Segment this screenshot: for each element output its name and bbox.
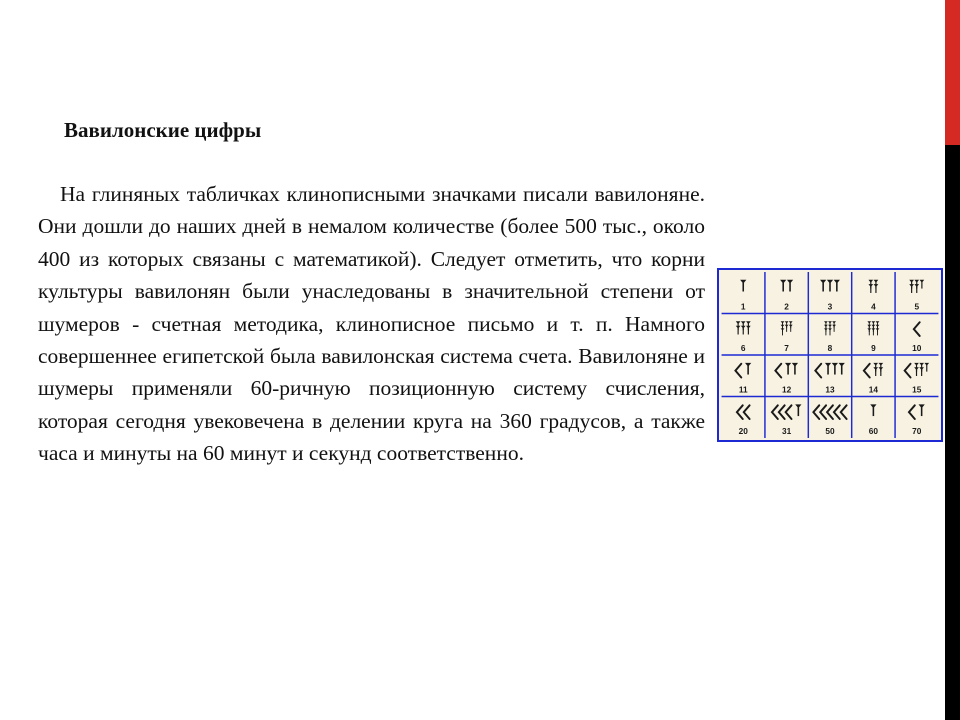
- numeral-label: 9: [871, 343, 876, 354]
- numeral-label: 50: [825, 426, 835, 437]
- ten-chevron: [834, 405, 840, 419]
- numeral-label: 13: [825, 384, 835, 395]
- ten-chevron: [737, 405, 743, 419]
- ten-chevron: [772, 405, 778, 419]
- ten-chevron: [905, 364, 911, 378]
- slide-paragraph: [38, 178, 705, 470]
- numeral-label: 15: [912, 384, 922, 395]
- ten-chevron: [841, 405, 847, 419]
- numerals-grid: [719, 270, 941, 440]
- numeral-label: 70: [912, 426, 922, 437]
- paragraph-text: На глиняных табличках клинописными значками писали вавилоняне. Они дошли до наших дней в немалом количестве (более 500 тыс., около 400 из которых связаны с математикой). Следует отметить, что корни культуры вавилонян были унаследованы в значительной степени от шумеров - счетная методика, клинописное письмо и т. п. Намного совершеннее египетской была вавилонская система счета. Вавилоняне и шумеры применяли 60-ричную позиционную систему счисления, которая сегодня увековечена в делении круга на 360 градусов, а также часа и минуты на 60 минут и секунд соответственно.: [38, 182, 705, 466]
- numeral-label: 5: [914, 301, 920, 312]
- ten-chevron: [735, 364, 741, 378]
- numeral-label: 60: [868, 426, 878, 437]
- babylonian-numerals-table: [717, 268, 943, 442]
- numeral-label: 11: [738, 384, 748, 395]
- ten-chevron: [864, 364, 870, 378]
- numeral-label: 8: [827, 343, 833, 354]
- ten-chevron: [786, 405, 792, 419]
- ten-chevron: [914, 322, 920, 336]
- numeral-label: 6: [740, 343, 746, 354]
- slide-title: Вавилонские цифры: [64, 118, 262, 142]
- ten-chevron: [744, 405, 750, 419]
- ten-chevron: [779, 405, 785, 419]
- numeral-label: 2: [784, 301, 789, 312]
- ten-chevron: [820, 405, 826, 419]
- ten-chevron: [775, 364, 781, 378]
- numeral-label: 12: [782, 384, 792, 395]
- numeral-label: 20: [738, 426, 748, 437]
- numeral-label: 4: [871, 301, 876, 312]
- numeral-label: 7: [784, 343, 789, 354]
- numeral-label: 1: [740, 301, 746, 312]
- ten-chevron: [827, 405, 833, 419]
- numeral-label: 14: [868, 384, 878, 395]
- numeral-label: 3: [827, 301, 833, 312]
- ten-chevron: [813, 405, 819, 419]
- ten-chevron: [909, 405, 915, 419]
- ten-chevron: [815, 364, 821, 378]
- numeral-label: 10: [912, 343, 922, 354]
- numeral-label: 31: [782, 426, 792, 437]
- accent-bar-black: [945, 145, 960, 720]
- accent-bar-red: [945, 0, 960, 145]
